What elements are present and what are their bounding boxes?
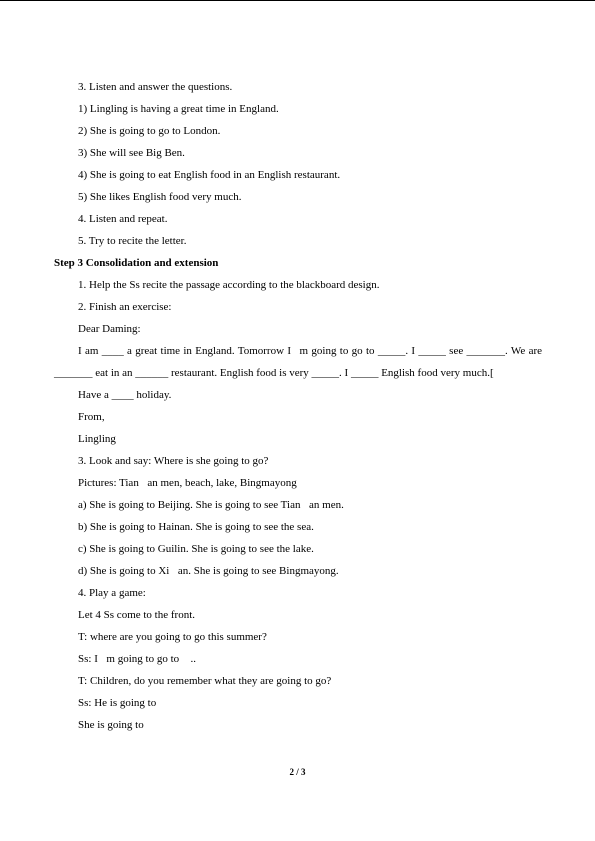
text-line: 5. Try to recite the letter. (78, 235, 187, 247)
text-line: Have a ____ holiday. (78, 389, 172, 401)
text-line: 1. Help the Ss recite the passage according to the blackboard design. (78, 279, 380, 291)
text-line: T: Children, do you remember what they are going to go? (78, 675, 332, 687)
text-line: T: where are you going to go this summer? (78, 631, 267, 643)
section-heading: Step 3 Consolidation and extension (54, 257, 219, 269)
text-line: 5) She likes English food very much. (78, 191, 242, 203)
text-line: Ss: He is going to   (78, 697, 168, 709)
text-line: c) She is going to Guilin. She is going to see the lake. (78, 543, 314, 555)
text-line: She is going to   (78, 719, 156, 731)
text-line: Let 4 Ss come to the front. (78, 609, 196, 621)
text-line: 2. Finish an exercise: (78, 301, 172, 313)
text-line: 4) She is going to eat English food in an English restaurant. (78, 169, 341, 181)
text-line: 1) Lingling is having a great time in England. (78, 103, 279, 115)
text-line: Ss: I m going to go to  .. (78, 653, 196, 665)
document-page (0, 76, 595, 736)
letter-paragraph-text: I am ____ a great time in England. Tomorrow I m going to go to _____. I _____ see _______. We are _______ eat in an ______ restaurant. English food is very _____. I _____ English food very much.[ (54, 345, 542, 379)
text-line: 4. Play a game: (78, 587, 146, 599)
text-line: From, (78, 411, 105, 423)
top-rule (0, 0, 595, 1)
text-line: 2) She is going to go to London. (78, 125, 221, 137)
text-line: Lingling (78, 433, 116, 445)
text-line: Pictures: Tian an men, beach, lake, Bingmayong (78, 477, 297, 489)
text-line: 3) She will see Big Ben. (78, 147, 185, 159)
text-line: b) She is going to Hainan. She is going to see the sea. (78, 521, 314, 533)
text-line: 4. Listen and repeat. (78, 213, 168, 225)
text-line: a) She is going to Beijing. She is going to see Tian an men. (78, 499, 344, 511)
text-line: 3. Look and say: Where is she going to go? (78, 455, 269, 467)
text-line: 3. Listen and answer the questions. (78, 81, 233, 93)
text-line: Dear Daming: (78, 323, 141, 335)
letter-paragraph (0, 340, 542, 384)
page-number: 2 / 3 (289, 767, 306, 777)
text-line: d) She is going to Xi an. She is going to see Bingmayong. (78, 565, 339, 577)
